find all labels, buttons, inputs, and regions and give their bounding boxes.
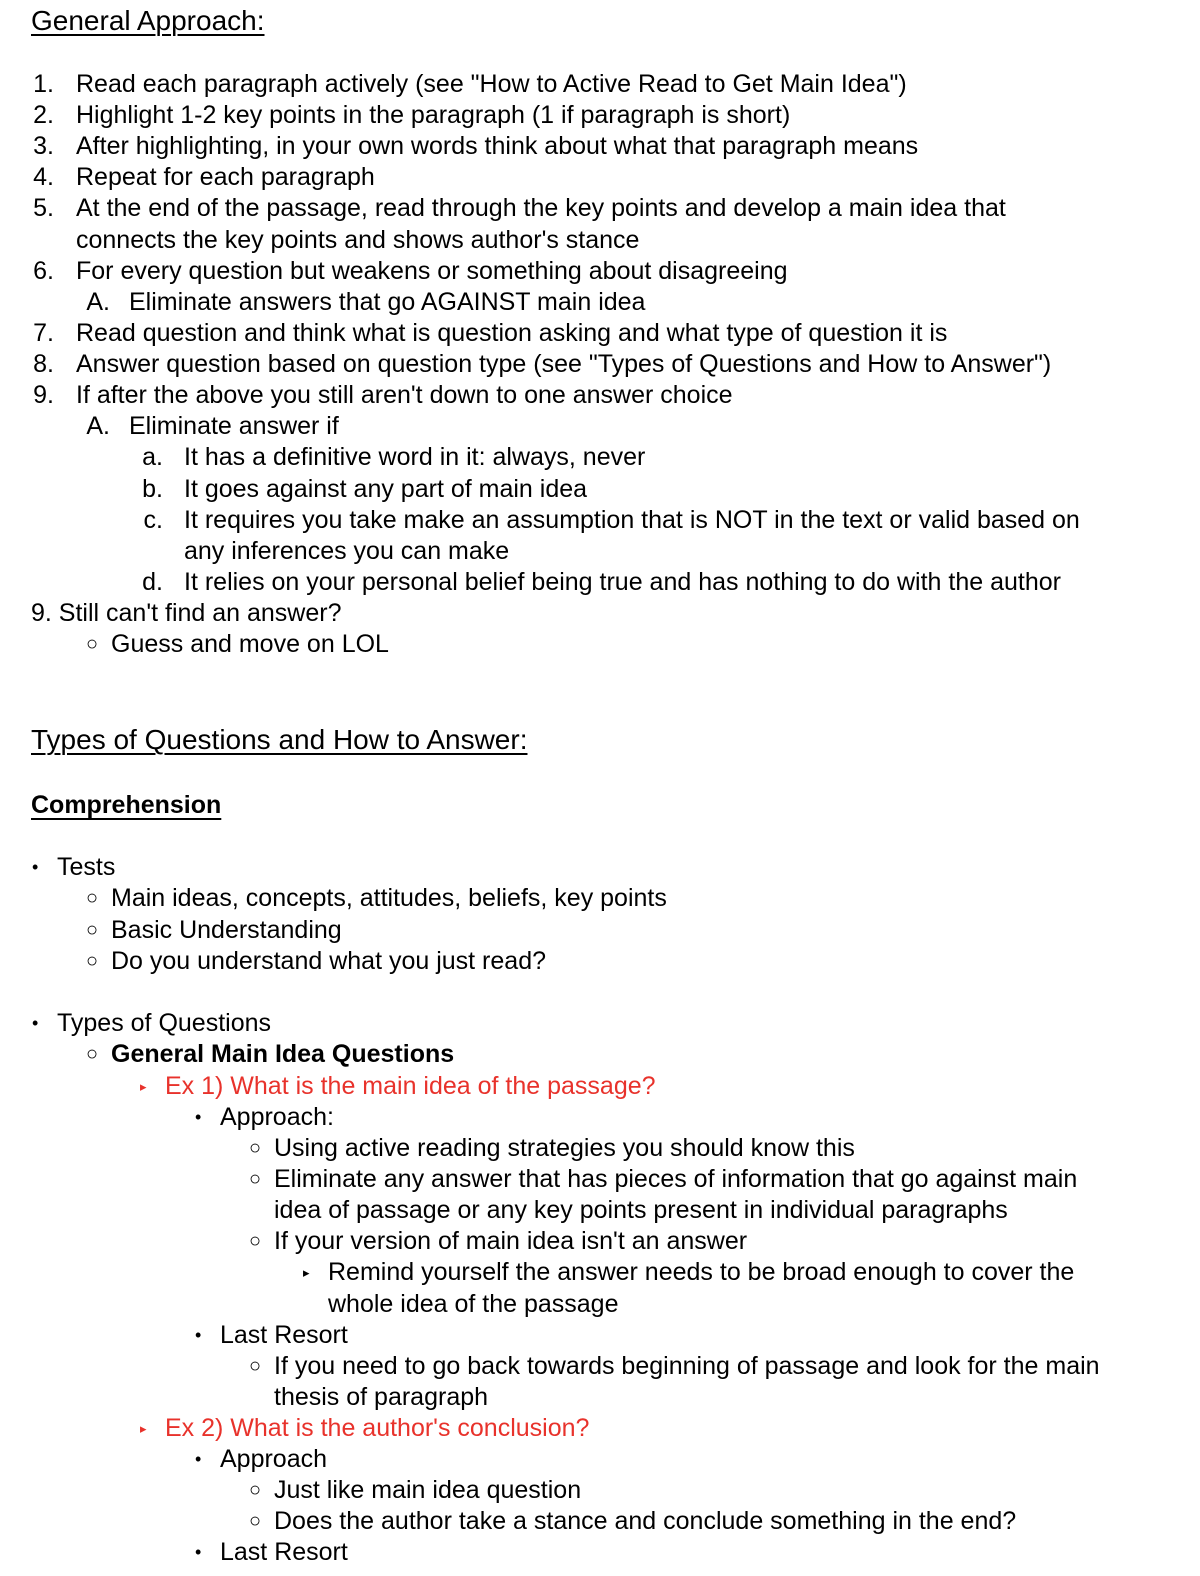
bullet-icon: • — [195, 1449, 202, 1469]
last-resort-label: Last Resort — [220, 1538, 348, 1566]
still-no-answer — [0, 598, 1200, 629]
last-resort-item — [0, 1320, 1200, 1351]
approach-subitem — [0, 1226, 1200, 1257]
step-text: any inferences you can make — [184, 537, 510, 565]
step-text: It relies on your personal belief being true and has nothing to do with the author — [184, 568, 1061, 596]
approach-label: Approach — [220, 1445, 328, 1473]
step-text: Highlight 1-2 key points in the paragraph (1 if paragraph is short) — [76, 101, 791, 129]
step-6 — [0, 256, 1200, 287]
last-resort-text: thesis of paragraph — [274, 1383, 489, 1411]
bullet-icon: • — [195, 1542, 202, 1562]
step-marker: 9. — [33, 381, 54, 409]
step-marker: A. — [86, 288, 110, 316]
step-5 — [0, 193, 1200, 224]
general-approach-title: General Approach: — [31, 5, 265, 36]
last-resort-text: If you need to go back towards beginning of passage and look for the main — [274, 1352, 1100, 1380]
approach-subitem — [0, 1133, 1200, 1164]
tests-text: Do you understand what you just read? — [111, 947, 546, 975]
approach-text: Using active reading strategies you should know this — [274, 1134, 855, 1162]
step-text: It requires you take make an assumption that is NOT in the text or valid based on — [184, 506, 1080, 534]
approach-text: Eliminate any answer that has pieces of information that go against main — [274, 1165, 1078, 1193]
tests-text: Main ideas, concepts, attitudes, beliefs, key points — [111, 884, 667, 912]
step-text: After highlighting, in your own words think about what that paragraph means — [76, 132, 919, 160]
step-text: Answer question based on question type (see "Types of Questions and How to Answer") — [76, 350, 1052, 378]
step-5-continued — [0, 225, 1200, 256]
step-9a-a — [0, 442, 1200, 473]
step-text: Eliminate answers that go AGAINST main idea — [129, 288, 646, 316]
remind-text: Remind yourself the answer needs to be broad enough to cover the — [328, 1258, 1075, 1286]
step-marker: 2. — [33, 101, 54, 129]
step-6a — [0, 287, 1200, 318]
step-marker: 7. — [33, 319, 54, 347]
last-resort-item — [0, 1537, 1200, 1568]
circle-bullet-icon: ○ — [86, 919, 99, 941]
approach-label: Approach: — [220, 1103, 334, 1131]
step-marker: b. — [142, 475, 163, 503]
general-main-idea-item — [0, 1039, 1200, 1070]
circle-bullet-icon: ○ — [249, 1510, 262, 1532]
step-marker: 4. — [33, 163, 54, 191]
tests-subitem — [0, 915, 1200, 946]
step-text: It goes against any part of main idea — [184, 475, 588, 503]
step-marker: 3. — [33, 132, 54, 160]
circle-bullet-icon: ○ — [249, 1230, 262, 1252]
example-question: Ex 2) What is the author's conclusion? — [165, 1414, 590, 1442]
triangle-bullet-icon: ▸ — [140, 1079, 147, 1094]
step-marker: 8. — [33, 350, 54, 378]
approach-text: Just like main idea question — [274, 1476, 582, 1504]
types-title: Types of Questions and How to Answer: — [31, 724, 528, 755]
guess-text: Guess and move on LOL — [111, 630, 389, 658]
step-4 — [0, 162, 1200, 193]
step-1 — [0, 69, 1200, 100]
general-main-idea-label: General Main Idea Questions — [111, 1040, 455, 1068]
guess-item — [0, 629, 1200, 660]
circle-bullet-icon: ○ — [249, 1355, 262, 1377]
step-marker: c. — [143, 506, 163, 534]
step-marker: 1. — [33, 70, 54, 98]
step-text: At the end of the passage, read through the key points and develop a main idea that — [76, 194, 1006, 222]
step-marker: A. — [86, 412, 110, 440]
remind-item — [0, 1257, 1200, 1288]
circle-bullet-icon: ○ — [249, 1479, 262, 1501]
step-text: connects the key points and shows author's stance — [76, 226, 640, 254]
tests-item — [0, 852, 1200, 883]
circle-bullet-icon: ○ — [249, 1168, 262, 1190]
approach-item — [0, 1102, 1200, 1133]
bullet-icon: • — [32, 857, 39, 877]
bullet-icon: • — [195, 1325, 202, 1345]
tests-subitem — [0, 946, 1200, 977]
step-text: Eliminate answer if — [129, 412, 339, 440]
triangle-bullet-icon: ▸ — [140, 1421, 147, 1436]
approach-subitem — [0, 1475, 1200, 1506]
remind-text: whole idea of the passage — [328, 1290, 619, 1318]
step-2 — [0, 100, 1200, 131]
step-9a-b — [0, 474, 1200, 505]
approach-text: If your version of main idea isn't an answer — [274, 1227, 748, 1255]
remind-item-continued — [0, 1289, 1200, 1320]
step-text: For every question but weakens or something about disagreeing — [76, 257, 788, 285]
triangle-bullet-icon: ▸ — [303, 1265, 310, 1280]
step-9a-c — [0, 505, 1200, 536]
step-9a — [0, 411, 1200, 442]
last-resort-subitem — [0, 1351, 1200, 1382]
tests-subitem — [0, 883, 1200, 914]
step-text: It has a definitive word in it: always, never — [184, 443, 646, 471]
step-3 — [0, 131, 1200, 162]
step-text: Read each paragraph actively (see "How to Active Read to Get Main Idea") — [76, 70, 907, 98]
circle-bullet-icon: ○ — [86, 950, 99, 972]
example-1 — [0, 1071, 1200, 1102]
approach-text: idea of passage or any key points present in individual paragraphs — [274, 1196, 1008, 1224]
approach-text: Does the author take a stance and conclude something in the end? — [274, 1507, 1017, 1535]
approach-subitem-continued — [0, 1195, 1200, 1226]
approach-item — [0, 1444, 1200, 1475]
step-text: If after the above you still aren't down to one answer choice — [76, 381, 733, 409]
tests-text: Basic Understanding — [111, 916, 342, 944]
comprehension-heading: Comprehension — [31, 791, 222, 819]
bullet-icon: • — [32, 1013, 39, 1033]
still-text: 9. Still can't find an answer? — [31, 599, 342, 627]
step-8 — [0, 349, 1200, 380]
circle-bullet-icon: ○ — [86, 887, 99, 909]
example-question: Ex 1) What is the main idea of the passage? — [165, 1072, 656, 1100]
step-9a-d — [0, 567, 1200, 598]
bullet-icon: • — [195, 1107, 202, 1127]
last-resort-subitem-continued — [0, 1382, 1200, 1413]
step-9a-c-continued — [0, 536, 1200, 567]
tests-label: Tests — [57, 853, 116, 881]
circle-bullet-icon: ○ — [249, 1137, 262, 1159]
step-text: Read question and think what is question asking and what type of question it is — [76, 319, 948, 347]
circle-bullet-icon: ○ — [86, 633, 99, 655]
step-marker: 5. — [33, 194, 54, 222]
step-marker: 6. — [33, 257, 54, 285]
step-7 — [0, 318, 1200, 349]
example-2 — [0, 1413, 1200, 1444]
circle-bullet-icon: ○ — [86, 1043, 99, 1065]
types-of-questions-item — [0, 1008, 1200, 1039]
types-label: Types of Questions — [57, 1009, 272, 1037]
approach-subitem — [0, 1506, 1200, 1537]
step-marker: a. — [142, 443, 163, 471]
step-9 — [0, 380, 1200, 411]
step-marker: d. — [142, 568, 163, 596]
step-text: Repeat for each paragraph — [76, 163, 375, 191]
approach-subitem — [0, 1164, 1200, 1195]
last-resort-label: Last Resort — [220, 1321, 348, 1349]
